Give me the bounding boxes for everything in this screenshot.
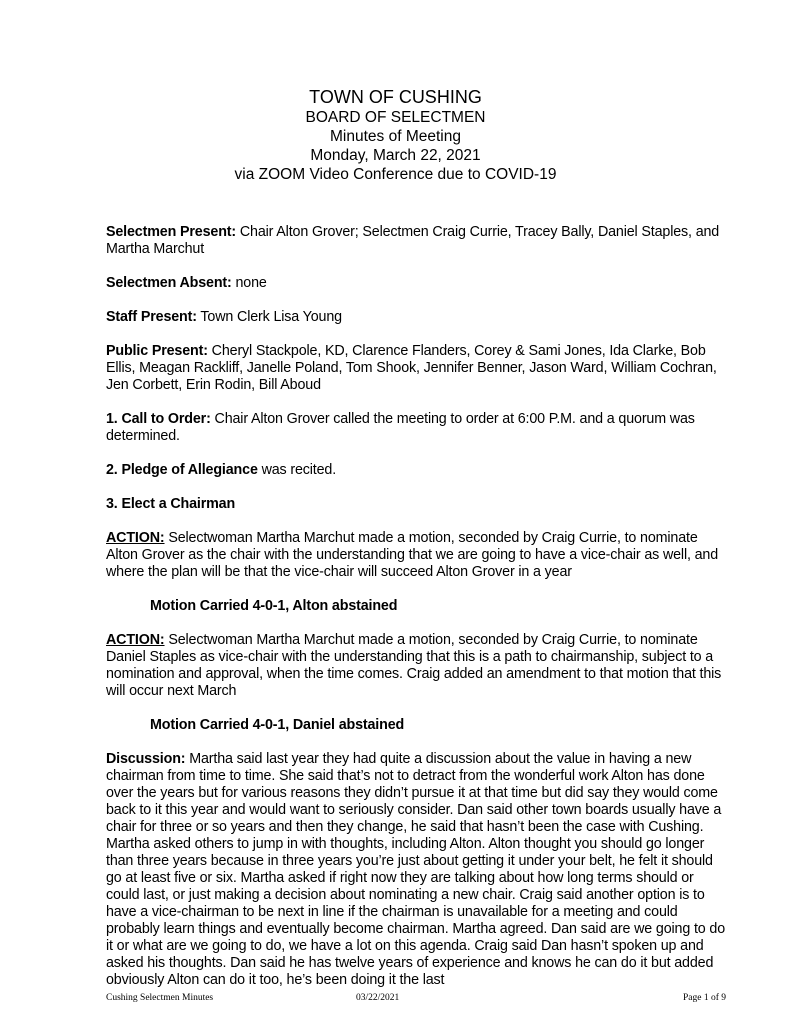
meeting-date: Monday, March 22, 2021 bbox=[310, 147, 481, 164]
present-text: Chair Alton Grover; Selectmen Craig Currie, Tracey Bally, Daniel Staples, and Martha Marchut bbox=[106, 224, 720, 257]
discussion-label: Discussion: bbox=[106, 751, 186, 767]
footer-document-title: Cushing Selectmen Minutes bbox=[106, 993, 214, 1003]
footer-date: 03/22/2021 bbox=[356, 993, 400, 1003]
pledge-text: was recited. bbox=[257, 462, 337, 478]
public-text: Cheryl Stackpole, KD, Clarence Flanders, Corey & Sami Jones, Ida Clarke, Bob Ellis, Meagan Rackliff, Janelle Poland, Tom Shook, Jennifer Benner, Jason Ward, William Cochran, Jen Corbett, Erin Rodin, Bill Aboud bbox=[106, 343, 717, 393]
staff-present bbox=[106, 309, 726, 326]
selectmen-absent bbox=[106, 275, 726, 292]
absent-text: none bbox=[231, 275, 267, 291]
pledge-label: 2. Pledge of Allegiance bbox=[106, 462, 258, 478]
motion-result-1: Motion Carried 4-0-1, Alton abstained bbox=[150, 598, 398, 614]
action-text: Selectwoman Martha Marchut made a motion, seconded by Craig Currie, to nominate Alton Grover as the chair with the understanding that we are going to have a vice-chair as well, and where the plan will be that the vice-chair will succeed Alton Grover in a year bbox=[106, 530, 719, 580]
document-header bbox=[0, 86, 791, 184]
public-label: Public Present: bbox=[106, 343, 208, 359]
action-text: Selectwoman Martha Marchut made a motion, seconded by Craig Currie, to nominate Daniel Staples as vice-chair with the understanding that this is a path to chairmanship, subject to a nomination and approval, when the time comes. Craig added an amendment to that motion that this will occur next March bbox=[106, 632, 722, 699]
action-label: ACTION: bbox=[106, 632, 165, 648]
document-type: Minutes of Meeting bbox=[330, 128, 461, 145]
staff-text: Town Clerk Lisa Young bbox=[196, 309, 342, 325]
public-present bbox=[106, 343, 726, 394]
discussion-text: Martha said last year they had quite a discussion about the value in having a new chairman from time to time. She said that’s not to detract from the wonderful work Alton has done over the years but for various reasons they didn’t pursue it at that time but did say they would come back to it this year and would want to seriously consider. Dan said other town boards usually have a chair for three or so years and then they change, he said that hasn’t been the case with Cushing. Martha asked others to jump in with thoughts, including Alton. Alton thought you should go longer than three years because in three years you’re just about getting it under your belt, he felt it should go at least five or six. Martha asked if right now they are talking about how long terms should or could last, or just making a decision about nominating a new chair. Craig said another option is to have a vice-chairman to be next in line if the chairman is unavailable for a meeting and could probably learn things and eventually become chairman. Martha agreed. Dan said are we going to do it or what are we going to do, we have a lot on this agenda. Craig said Dan hasn’t spoken up and asked his thoughts. Dan said he has twelve years of experience and knows he can do it but added obviously Alton can do it too, he’s been doing it the last bbox=[106, 751, 726, 988]
elect-chairman-heading: 3. Elect a Chairman bbox=[106, 496, 236, 512]
discussion-paragraph bbox=[106, 751, 726, 989]
footer-page-number: Page 1 of 9 bbox=[682, 993, 726, 1003]
meeting-venue: via ZOOM Video Conference due to COVID-19 bbox=[234, 166, 557, 183]
action-paragraph-2 bbox=[106, 632, 726, 700]
call-label: 1. Call to Order: bbox=[106, 411, 211, 427]
town-name: TOWN OF CUSHING bbox=[309, 87, 482, 107]
minutes-body bbox=[106, 224, 726, 989]
present-label: Selectmen Present: bbox=[106, 224, 237, 240]
action-label: ACTION: bbox=[106, 530, 165, 546]
absent-label: Selectmen Absent: bbox=[106, 275, 232, 291]
motion-result-2: Motion Carried 4-0-1, Daniel abstained bbox=[150, 717, 405, 733]
call-text: Chair Alton Grover called the meeting to order at 6:00 P.M. and a quorum was determined. bbox=[106, 411, 695, 444]
action-paragraph-1 bbox=[106, 530, 726, 581]
page-footer bbox=[106, 993, 726, 1007]
staff-label: Staff Present: bbox=[106, 309, 197, 325]
call-to-order bbox=[106, 411, 726, 445]
pledge-of-allegiance bbox=[106, 462, 726, 479]
board-name: BOARD OF SELECTMEN bbox=[305, 109, 486, 126]
selectmen-present bbox=[106, 224, 726, 258]
